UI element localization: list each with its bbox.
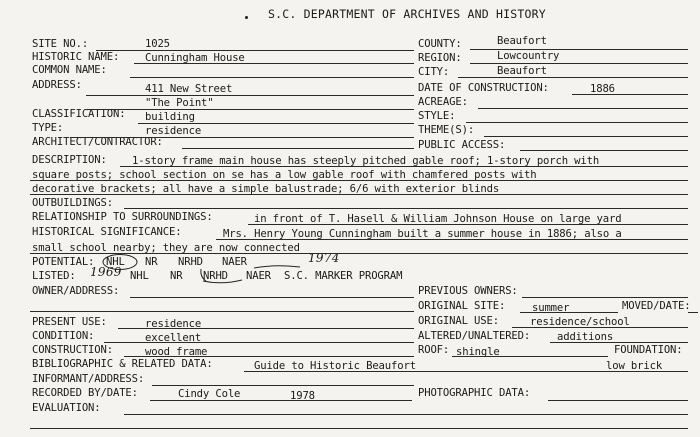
photographic-data-label: PHOTOGRAPHIC DATA:	[418, 387, 531, 399]
historical-significance-line2-value: small school nearby; they are now connected	[32, 242, 300, 254]
description-line2-value: square posts; school section on se has a low gable roof with chamfered posts with	[32, 169, 537, 181]
condition-label: CONDITION:	[32, 330, 95, 342]
architect-label: ARCHITECT/CONTRACTOR:	[32, 136, 163, 148]
roof-label: ROOF:	[418, 344, 450, 356]
original-use-value: residence/school	[530, 316, 630, 328]
acreage-label: ACREAGE:	[418, 96, 468, 108]
county-label: COUNTY:	[418, 38, 462, 50]
potential-option-nhl: NHL	[106, 256, 125, 268]
card-title: S.C. DEPARTMENT OF ARCHIVES AND HISTORY	[268, 7, 546, 21]
date-construction-label: DATE OF CONSTRUCTION:	[418, 82, 549, 94]
moved-date-label: MOVED/DATE:	[622, 300, 691, 312]
recorded-by-value: Cindy Cole	[178, 388, 241, 400]
listed-option-nr: NR	[170, 270, 183, 282]
listed-year-handwritten: 1969	[90, 265, 122, 279]
informant-label: INFORMANT/ADDRESS:	[32, 373, 145, 385]
foundation-label: FOUNDATION:	[614, 344, 683, 356]
construction-value: wood frame	[145, 346, 208, 358]
relationship-label: RELATIONSHIP TO SURROUNDINGS:	[32, 211, 213, 223]
classification-value: building	[145, 111, 195, 123]
relationship-value: in front of T. Hasell & William Johnson House on large yard	[254, 213, 622, 225]
date-construction-value: 1886	[590, 83, 615, 95]
recorded-date-value: 1978	[290, 390, 315, 402]
potential-label: POTENTIAL:	[32, 256, 95, 268]
classification-label: CLASSIFICATION:	[32, 108, 126, 120]
style-label: STYLE:	[418, 110, 456, 122]
listed-option-nhl: NHL	[130, 270, 149, 282]
city-value: Beaufort	[497, 65, 547, 77]
county-value: Beaufort	[497, 35, 547, 47]
nhl-circle-mark	[103, 255, 137, 270]
address-line1-value: 411 New Street	[145, 83, 233, 95]
description-line1-value: 1-story frame main house has steeply pitched gable roof; 1-story porch with	[132, 155, 600, 167]
site-no-label: SITE NO.:	[32, 38, 89, 50]
address-label: ADDRESS:	[32, 79, 82, 91]
owner-address-label: OWNER/ADDRESS:	[32, 285, 120, 297]
listed-option-marker-program: S.C. MARKER PROGRAM	[284, 270, 403, 282]
type-value: residence	[145, 125, 202, 137]
city-label: CITY:	[418, 66, 450, 78]
evaluation-label: EVALUATION:	[32, 402, 101, 414]
potential-option-naer: NAER	[222, 256, 247, 268]
listed-option-naer: NAER	[246, 270, 271, 282]
altered-label: ALTERED/UNALTERED:	[418, 330, 531, 342]
roof-value: shingle	[456, 346, 500, 358]
bibliographic-label: BIBLIOGRAPHIC & RELATED DATA:	[32, 358, 213, 370]
potential-option-nr: NR	[145, 256, 158, 268]
present-use-value: residence	[145, 318, 202, 330]
present-use-label: PRESENT USE:	[32, 316, 107, 328]
site-no-value: 1025	[145, 38, 170, 50]
outbuildings-label: OUTBUILDINGS:	[32, 197, 113, 209]
recorded-by-label: RECORDED BY/DATE:	[32, 387, 138, 399]
historic-name-value: Cunningham House	[145, 52, 245, 64]
historical-significance-label: HISTORICAL SIGNIFICANCE:	[32, 226, 182, 238]
region-label: REGION:	[418, 52, 462, 64]
address-line2-value: "The Point"	[145, 97, 214, 109]
description-label: DESCRIPTION:	[32, 154, 107, 166]
construction-label: CONSTRUCTION:	[32, 344, 113, 356]
historic-name-label: HISTORIC NAME:	[32, 51, 120, 63]
original-site-label: ORIGINAL SITE:	[418, 300, 506, 312]
foundation-value: low brick	[606, 360, 663, 372]
region-value: Lowcountry	[497, 50, 560, 62]
historical-significance-line1-value: Mrs. Henry Young Cunningham built a summer house in 1886; also a	[223, 228, 622, 240]
nrhd-underline-mark	[203, 280, 242, 283]
type-label: TYPE:	[32, 122, 64, 134]
condition-value: excellent	[145, 332, 202, 344]
nrhd-bracket-mark	[201, 269, 206, 281]
common-name-label: COMMON NAME:	[32, 64, 107, 76]
public-access-label: PUBLIC ACCESS:	[418, 139, 506, 151]
listed-label: LISTED:	[32, 270, 76, 282]
bibliographic-value: Guide to Historic Beaufort	[254, 360, 416, 372]
description-line3-value: decorative brackets; all have a simple balustrade; 6/6 with exterior blinds	[32, 183, 500, 195]
original-site-value: summer	[532, 302, 570, 314]
listed-option-nrhd: NRHD	[203, 270, 228, 282]
themes-label: THEME(S):	[418, 124, 475, 136]
previous-owners-label: PREVIOUS OWNERS:	[418, 285, 518, 297]
naer-overline-mark	[254, 266, 300, 268]
potential-year-handwritten: 1974	[308, 251, 340, 265]
original-use-label: ORIGINAL USE:	[418, 315, 499, 327]
potential-option-nrhd: NRHD	[178, 256, 203, 268]
altered-value: additions	[557, 331, 614, 343]
